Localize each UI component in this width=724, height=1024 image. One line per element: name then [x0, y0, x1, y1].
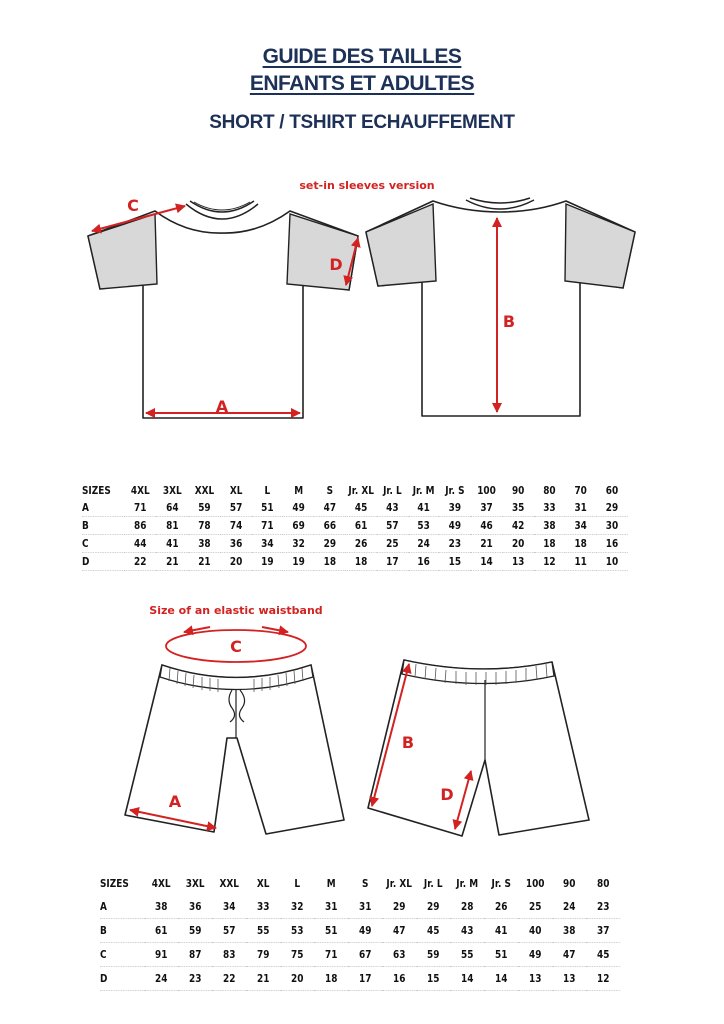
- size-value-cell: 18: [534, 535, 565, 553]
- size-value-cell: 25: [518, 895, 552, 919]
- size-row-a: [82, 499, 628, 517]
- size-column-header: Jr. L: [423, 877, 443, 890]
- size-value-cell: 87: [178, 943, 212, 967]
- size-value-cell: 42: [503, 517, 534, 535]
- size-value-cell: 86: [124, 517, 156, 535]
- size-value-cell: 14: [471, 553, 503, 571]
- size-row-a: [100, 895, 620, 919]
- size-value-cell: 38: [188, 535, 220, 553]
- size-value-cell: 61: [346, 517, 377, 535]
- size-value-cell: 23: [439, 535, 470, 553]
- size-value-cell: 45: [586, 943, 620, 967]
- size-value-cell: 45: [416, 919, 450, 943]
- tshirt-size-table: [82, 482, 628, 571]
- size-column-header: Jr. XL: [348, 484, 374, 497]
- size-value-cell: 46: [471, 517, 503, 535]
- size-value-cell: 21: [246, 967, 280, 991]
- size-value-cell: 34: [565, 517, 596, 535]
- size-value-cell: 33: [246, 895, 280, 919]
- size-column-header: 3XL: [185, 877, 205, 890]
- row-label: B: [100, 919, 144, 943]
- page-subtitle: SHORT / TSHIRT ECHAUFFEMENT: [209, 112, 515, 133]
- size-value-cell: 32: [283, 535, 314, 553]
- size-column-header: 3XL: [162, 484, 182, 497]
- size-value-cell: 18: [565, 535, 596, 553]
- size-column-header: Jr. M: [412, 484, 435, 497]
- size-value-cell: 75: [280, 943, 314, 967]
- shorts-label-d: D: [440, 785, 454, 804]
- size-value-cell: 38: [552, 919, 586, 943]
- size-value-cell: 17: [377, 553, 408, 571]
- size-value-cell: 18: [314, 553, 345, 571]
- shorts-label-b: B: [401, 733, 415, 752]
- size-value-cell: 33: [534, 499, 565, 517]
- tshirt-caption: set-in sleeves version: [299, 179, 435, 192]
- size-value-cell: 32: [280, 895, 314, 919]
- size-value-cell: 59: [188, 499, 220, 517]
- shorts-label-a: A: [168, 792, 182, 811]
- size-value-cell: 41: [484, 919, 518, 943]
- size-column-header: 4XL: [151, 877, 171, 890]
- size-value-cell: 20: [220, 553, 251, 571]
- size-column-header: Jr. L: [383, 484, 402, 497]
- size-row-b: [100, 919, 620, 943]
- row-label: B: [82, 517, 124, 535]
- size-value-cell: 38: [144, 895, 178, 919]
- size-row-c: [100, 943, 620, 967]
- size-value-cell: 81: [156, 517, 188, 535]
- size-value-cell: 34: [212, 895, 246, 919]
- row-label: D: [82, 553, 124, 571]
- size-value-cell: 22: [212, 967, 246, 991]
- size-column-header: 100: [477, 484, 496, 497]
- size-value-cell: 20: [280, 967, 314, 991]
- size-value-cell: 39: [439, 499, 470, 517]
- size-value-cell: 55: [246, 919, 280, 943]
- size-row-d: [82, 553, 628, 571]
- size-value-cell: 40: [518, 919, 552, 943]
- size-value-cell: 13: [518, 967, 552, 991]
- size-value-cell: 74: [220, 517, 251, 535]
- size-value-cell: 24: [552, 895, 586, 919]
- page-title-line-1: GUIDE DES TAILLES: [262, 45, 462, 68]
- tshirt-back: [366, 198, 635, 416]
- size-value-cell: 16: [408, 553, 439, 571]
- size-value-cell: 31: [348, 895, 382, 919]
- size-value-cell: 21: [156, 553, 188, 571]
- size-value-cell: 59: [178, 919, 212, 943]
- size-column-header: 70: [574, 484, 587, 497]
- size-value-cell: 51: [252, 499, 283, 517]
- size-value-cell: 57: [377, 517, 408, 535]
- row-label: A: [100, 895, 144, 919]
- size-value-cell: 15: [439, 553, 470, 571]
- size-value-cell: 19: [252, 553, 283, 571]
- size-column-header: L: [294, 877, 301, 890]
- size-value-cell: 55: [450, 943, 484, 967]
- size-value-cell: 69: [283, 517, 314, 535]
- shorts-size-table: [100, 872, 620, 991]
- size-value-cell: 21: [188, 553, 220, 571]
- tshirt-label-a: A: [215, 397, 229, 416]
- size-column-header: 4XL: [130, 484, 150, 497]
- size-value-cell: 71: [252, 517, 283, 535]
- size-row-b: [82, 517, 628, 535]
- size-value-cell: 61: [144, 919, 178, 943]
- tshirt-front: [88, 201, 358, 418]
- row-label: C: [100, 943, 144, 967]
- size-value-cell: 41: [156, 535, 188, 553]
- size-value-cell: 57: [212, 919, 246, 943]
- size-value-cell: 16: [596, 535, 627, 553]
- size-value-cell: 64: [156, 499, 188, 517]
- size-value-cell: 12: [586, 967, 620, 991]
- tshirt-label-c: C: [127, 196, 139, 215]
- size-value-cell: 37: [471, 499, 503, 517]
- size-value-cell: 49: [348, 919, 382, 943]
- size-value-cell: 91: [144, 943, 178, 967]
- size-value-cell: 16: [382, 967, 416, 991]
- size-value-cell: 43: [450, 919, 484, 943]
- size-value-cell: 11: [565, 553, 596, 571]
- size-value-cell: 49: [518, 943, 552, 967]
- size-column-header: M: [326, 877, 336, 890]
- row-label: A: [82, 499, 124, 517]
- size-value-cell: 63: [382, 943, 416, 967]
- size-column-header: XXL: [219, 877, 239, 890]
- size-column-header: L: [264, 484, 271, 497]
- size-value-cell: 36: [220, 535, 251, 553]
- size-value-cell: 13: [503, 553, 534, 571]
- size-value-cell: 57: [220, 499, 251, 517]
- size-value-cell: 24: [408, 535, 439, 553]
- size-value-cell: 47: [382, 919, 416, 943]
- size-header-row: [82, 482, 628, 499]
- size-value-cell: 36: [178, 895, 212, 919]
- left-sleeve: [88, 214, 157, 289]
- row-label: D: [100, 967, 144, 991]
- size-row-d: [100, 967, 620, 991]
- size-value-cell: 59: [416, 943, 450, 967]
- size-value-cell: 15: [416, 967, 450, 991]
- size-column-header: Jr. S: [445, 484, 465, 497]
- size-value-cell: 67: [348, 943, 382, 967]
- size-value-cell: 41: [408, 499, 439, 517]
- sizes-header: SIZES: [100, 877, 129, 890]
- size-value-cell: 10: [596, 553, 627, 571]
- size-value-cell: 43: [377, 499, 408, 517]
- size-value-cell: 35: [503, 499, 534, 517]
- size-value-cell: 14: [450, 967, 484, 991]
- size-row-c: [82, 535, 628, 553]
- size-column-header: XL: [229, 484, 243, 497]
- size-value-cell: 25: [377, 535, 408, 553]
- shorts-front: [125, 665, 344, 834]
- size-value-cell: 20: [503, 535, 534, 553]
- size-value-cell: 44: [124, 535, 156, 553]
- size-value-cell: 28: [450, 895, 484, 919]
- size-column-header: S: [326, 484, 334, 497]
- size-value-cell: 29: [382, 895, 416, 919]
- size-value-cell: 34: [252, 535, 283, 553]
- size-value-cell: 53: [408, 517, 439, 535]
- size-value-cell: 23: [586, 895, 620, 919]
- size-value-cell: 45: [346, 499, 377, 517]
- size-value-cell: 29: [416, 895, 450, 919]
- size-value-cell: 47: [552, 943, 586, 967]
- size-value-cell: 19: [283, 553, 314, 571]
- size-value-cell: 26: [346, 535, 377, 553]
- size-value-cell: 49: [283, 499, 314, 517]
- size-column-header: Jr. S: [491, 877, 511, 890]
- size-value-cell: 31: [314, 895, 348, 919]
- size-column-header: 90: [562, 877, 576, 890]
- size-value-cell: 37: [586, 919, 620, 943]
- size-column-header: 60: [605, 484, 619, 497]
- size-value-cell: 30: [596, 517, 627, 535]
- size-value-cell: 29: [596, 499, 627, 517]
- size-value-cell: 71: [314, 943, 348, 967]
- size-value-cell: 18: [346, 553, 377, 571]
- size-value-cell: 17: [348, 967, 382, 991]
- size-value-cell: 12: [534, 553, 565, 571]
- size-value-cell: 78: [188, 517, 220, 535]
- tshirt-label-b: B: [502, 312, 516, 331]
- size-column-header: S: [361, 877, 369, 890]
- size-column-header: Jr. M: [456, 877, 479, 890]
- size-value-cell: 38: [534, 517, 565, 535]
- size-column-header: XL: [256, 877, 270, 890]
- size-value-cell: 13: [552, 967, 586, 991]
- size-value-cell: 71: [124, 499, 156, 517]
- size-column-header: 80: [543, 484, 556, 497]
- size-column-header: Jr. XL: [386, 877, 412, 890]
- size-column-header: 90: [511, 484, 525, 497]
- size-value-cell: 21: [471, 535, 503, 553]
- size-value-cell: 47: [314, 499, 345, 517]
- size-value-cell: 14: [484, 967, 518, 991]
- size-value-cell: 22: [124, 553, 156, 571]
- size-value-cell: 23: [178, 967, 212, 991]
- shorts-label-c: C: [230, 637, 242, 656]
- sizes-header: SIZES: [82, 484, 111, 497]
- tshirt-label-d: D: [329, 255, 343, 274]
- size-value-cell: 79: [246, 943, 280, 967]
- size-value-cell: 29: [314, 535, 345, 553]
- size-value-cell: 49: [439, 517, 470, 535]
- size-value-cell: 24: [144, 967, 178, 991]
- size-column-header: M: [294, 484, 304, 497]
- size-header-row: [100, 872, 620, 895]
- page-title-line-2: ENFANTS ET ADULTES: [249, 72, 475, 95]
- size-column-header: XXL: [194, 484, 215, 497]
- row-label: C: [82, 535, 124, 553]
- size-value-cell: 83: [212, 943, 246, 967]
- size-value-cell: 31: [565, 499, 596, 517]
- shorts-caption: Size of an elastic waistband: [149, 604, 323, 617]
- size-value-cell: 18: [314, 967, 348, 991]
- size-column-header: 80: [596, 877, 610, 890]
- size-column-header: 100: [525, 877, 545, 890]
- size-value-cell: 53: [280, 919, 314, 943]
- size-value-cell: 51: [314, 919, 348, 943]
- size-value-cell: 26: [484, 895, 518, 919]
- size-value-cell: 51: [484, 943, 518, 967]
- size-value-cell: 66: [314, 517, 345, 535]
